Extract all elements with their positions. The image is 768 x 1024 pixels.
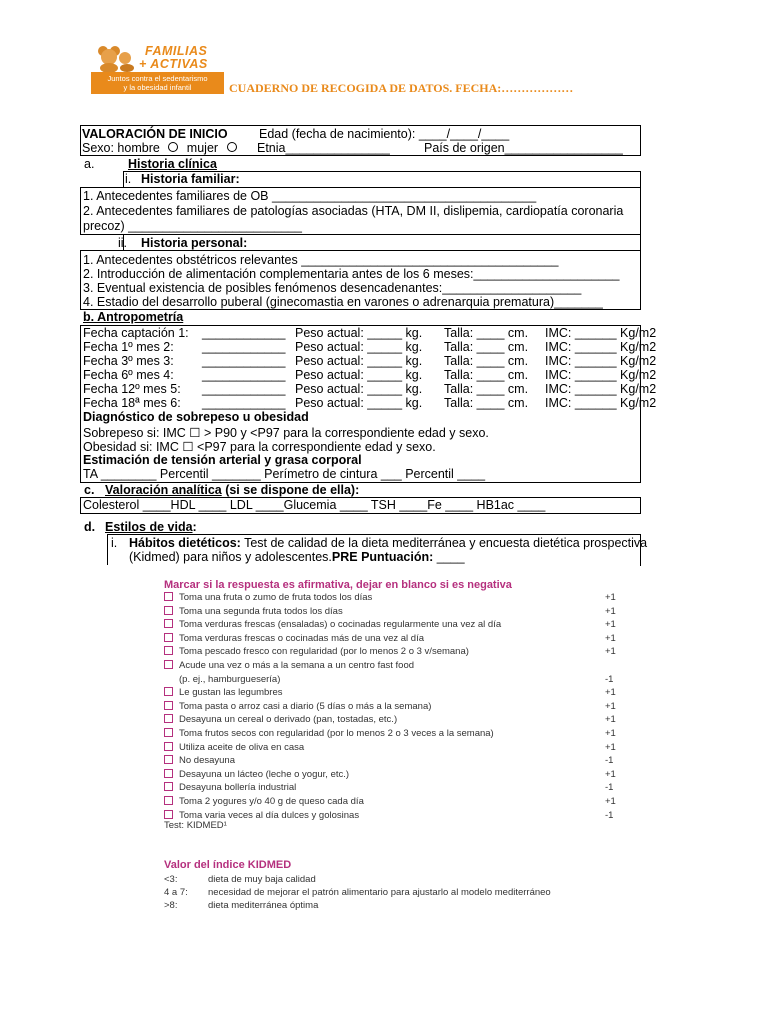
habitos-title: Hábitos dietéticos: [129,536,241,550]
personal-num: ii. [118,236,128,250]
kidmed-checkbox-icon[interactable] [164,714,173,723]
antropometria-imc[interactable]: IMC: ______ Kg/m2 [545,354,657,368]
kidmed-checkbox-icon[interactable] [164,646,173,655]
kidmed-item [179,674,280,685]
section-a-label: a. [84,157,95,171]
kidmed-item [164,714,397,725]
antropometria-title-text: b. Antropometría [83,310,184,324]
kidmed-item-points: +1 [605,741,616,753]
obesidad-line[interactable]: Obesidad si: IMC ☐ <P97 para la correspondiente edad y sexo. [83,440,436,454]
kidmed-item-points: +1 [605,728,616,739]
pais-field[interactable]: País de origen_________________ [424,141,623,155]
sexo-label [82,141,237,155]
kidmed-item [164,755,235,766]
antropometria-imc[interactable]: IMC: ______ Kg/m2 [545,326,657,340]
kidmed-checkbox-icon[interactable] [164,619,173,628]
mujer-radio[interactable] [227,142,237,152]
kidmed-checkbox-icon[interactable] [164,592,173,601]
kidmed-item-text: Toma 2 yogures y/o 40 g de queso cada día [179,796,364,807]
antropometria-fecha: Fecha 6º mes 4: [83,368,174,382]
kidmed-item-points: -1 [605,673,614,685]
kidmed-item [164,782,296,793]
kidmed-item [164,606,343,617]
kidmed-item [164,810,359,821]
kidmed-item-points: +1 [605,714,616,726]
antropometria-fecha: Fecha 1º mes 2: [83,340,174,354]
sexo-hombre-label: Sexo: hombre [82,141,160,155]
kidmed-item-points: -1 [605,809,614,821]
kidmed-checkbox-icon[interactable] [164,687,173,696]
kidmed-item-text: Acude una vez o más a la semana a un centro fast food [179,660,415,671]
kidmed-range-desc: dieta de muy baja calidad [208,874,316,885]
analitica-title-rest: (si se dispone de ella): [221,483,360,497]
logo-band-line1: Juntos contra el sedentarismo [107,74,208,83]
etnia-field[interactable]: Etnia_______________ [257,141,390,155]
kidmed-checkbox-icon[interactable] [164,728,173,737]
kidmed-checkbox-icon[interactable] [164,782,173,791]
kidmed-range-desc: necesidad de mejorar el patrón alimentario para ajustarlo al modelo mediterráneo [208,887,551,898]
kidmed-item [164,633,424,644]
sobrepeso-line[interactable]: Sobrepeso si: IMC ☐ > P90 y <P97 para la correspondiente edad y sexo. [83,426,489,440]
kidmed-item [164,646,469,657]
habitos-line-2 [129,550,465,564]
historia-clinica-title: Historia clínica [128,157,217,171]
kidmed-range-desc: dieta mediterránea óptima [208,900,319,911]
habitos-text: Test de calidad de la dieta mediterránea y encuesta dietética prospectiva [240,536,648,550]
antropometria-talla[interactable]: Talla: ____ cm. [444,368,529,382]
antropometria-line[interactable]: ____________ [202,382,286,396]
kidmed-item-text: Desayuna bollería industrial [179,782,297,794]
kidmed-item-text: Toma pasta o arroz casi a diario (5 días o más a la semana) [179,700,432,712]
kidmed-checkbox-icon[interactable] [164,755,173,764]
antropometria-peso[interactable]: Peso actual: _____ kg. [295,340,423,354]
analitica-title [105,483,359,497]
kidmed-item-points: +1 [605,632,616,644]
kidmed-item-text: Le gustan las legumbres [179,687,283,699]
kidmed-item-points: -1 [605,755,614,767]
section-c-label: c. [84,483,95,497]
kidmed-item-points: +1 [605,619,616,631]
antropometria-peso[interactable]: Peso actual: _____ kg. [295,382,423,396]
kidmed-item-points: -1 [605,782,614,794]
kidmed-item [164,592,372,603]
kidmed-item-text: Toma verduras frescas (ensaladas) o cocinadas regularmente una vez al día [179,619,502,631]
antropometria-talla[interactable]: Talla: ____ cm. [444,382,529,396]
valoracion-title: VALORACIÓN DE INICIO [82,127,228,141]
kidmed-item-text: Desayuna un cereal o derivado (pan, tostadas, etc.) [179,714,398,726]
valor-kidmed-title: Valor del índice KIDMED [164,859,292,871]
kidmed-item-text: Toma pescado fresco con regularidad (por lo menos 2 o 3 v/semana) [179,646,469,658]
tension-title: Estimación de tensión arterial y grasa corporal [83,453,362,467]
antropometria-title [83,310,183,324]
kidmed-item-text: Toma verduras frescas o cocinadas más de una vez al día [179,632,425,644]
kidmed-item-points: +1 [605,768,616,780]
antropometria-imc[interactable]: IMC: ______ Kg/m2 [545,396,657,410]
antropometria-talla[interactable]: Talla: ____ cm. [444,396,529,410]
kidmed-item [164,769,349,780]
pre-puntuacion-label: PRE Puntuación: [331,550,434,564]
antropometria-imc[interactable]: IMC: ______ Kg/m2 [545,368,657,382]
antropometria-imc[interactable]: IMC: ______ Kg/m2 [545,382,657,396]
antropometria-talla[interactable]: Talla: ____ cm. [444,354,529,368]
antropometria-fecha: Fecha 18ª mes 6: [83,396,181,410]
kidmed-item [164,660,414,671]
antropometria-talla[interactable]: Talla: ____ cm. [444,326,529,340]
kidmed-item-text: Toma una segunda fruta todos los días [179,605,343,617]
antropometria-line[interactable]: ____________ [202,396,286,410]
personal-item-3[interactable]: 3. Eventual existencia de posibles fenómenos desencadenantes:____________________ [83,281,582,295]
hombre-radio[interactable] [168,142,178,152]
section-d-label: d. [84,520,96,534]
kidmed-heading: Marcar si la respuesta es afirmativa, dejar en blanco si es negativa [164,579,512,591]
antropometria-fecha: Fecha 12º mes 5: [83,382,181,396]
antropometria-line[interactable]: ____________ [202,354,286,368]
kidmed-item-points: +1 [605,700,616,712]
familiar-item-2[interactable]: 2. Antecedentes familiares de patologías asociadas (HTA, DM II, dislipemia, cardiopatía coronaria [83,204,624,218]
kidmed-item-text: Toma frutos secos con regularidad (por lo menos 2 o 3 veces a la semana) [179,728,494,739]
kidmed-test-ref: Test: KIDMED¹ [164,820,227,831]
kidmed-checkbox-icon[interactable] [164,796,173,805]
kidmed-item-points: +1 [605,687,616,699]
kidmed-range: >8: [164,900,178,911]
kidmed-checkbox-icon[interactable] [164,606,173,615]
analitica-title-main: Valoración analítica [105,483,222,497]
tension-line[interactable]: TA ________ Percentil _______ Perímetro de cintura ___ Percentil ____ [83,467,486,481]
personal-item-4[interactable]: 4. Estadio del desarrollo puberal (ginecomastia en varones o adrenarquia prematura)_______ [83,295,603,309]
pre-puntuacion-field[interactable]: ____ [433,550,465,564]
diagnostico-title: Diagnóstico de sobrepeso u obesidad [83,410,309,424]
kidmed-checkbox-icon[interactable] [164,660,173,669]
kidmed-item-points: +1 [605,592,616,603]
kidmed-checkbox-icon[interactable] [164,701,173,710]
document-title: CUADERNO DE RECOGIDA DE DATOS. FECHA:……………… [229,81,574,95]
kidmed-item [164,796,364,807]
kidmed-item-points: +1 [605,646,616,658]
kidmed-item [164,701,431,712]
kidmed-item-points: +1 [605,605,616,617]
antropometria-peso[interactable]: Peso actual: _____ kg. [295,354,423,368]
kidmed-test-image [80,565,640,915]
logo-band [91,72,224,94]
estilos-title-colon: : [192,520,197,534]
kidmed-checkbox-icon[interactable] [164,633,173,642]
kidmed-range: 4 a 7: [164,887,188,898]
kidmed-item-text: No desayuna [179,755,235,767]
kidmed-item-text: (p. ej., hamburguesería) [179,673,281,685]
logo-text-familias: FAMILIAS [145,44,208,58]
antropometria-fecha: Fecha captación 1: [83,326,189,340]
kidmed-item-text: Toma una fruta o zumo de fruta todos los días [179,592,373,603]
kidmed-checkbox-icon[interactable] [164,769,173,778]
sexo-mujer-label: mujer [186,141,219,155]
antropometria-imc[interactable]: IMC: ______ Kg/m2 [545,340,657,354]
kidmed-item [164,742,304,753]
antropometria-line[interactable]: ____________ [202,340,286,354]
kidmed-checkbox-icon[interactable] [164,742,173,751]
kidmed-item [164,728,494,739]
analitica-values[interactable]: Colesterol ____HDL ____ LDL ____Glucemia ____ TSH ____Fe ____ HB1ac ____ [83,498,546,512]
historia-familiar-title: Historia familiar: [141,172,240,186]
historia-personal-title: Historia personal: [141,236,248,250]
familiar-item-2-cont[interactable]: precoz) _________________________ [83,219,302,233]
kidmed-range: <3: [164,874,178,885]
antropometria-talla[interactable]: Talla: ____ cm. [444,340,529,354]
kidmed-item-text: Toma varia veces al día dulces y golosinas [179,809,360,821]
antropometria-line[interactable]: ____________ [202,368,286,382]
familiar-num: i. [125,172,132,186]
antropometria-peso[interactable]: Peso actual: _____ kg. [295,368,423,382]
logo-text-activas: + ACTIVAS [139,57,208,71]
kidmed-item-text: Utiliza aceite de oliva en casa [179,741,305,753]
familias-activas-logo [91,42,224,94]
antropometria-peso[interactable]: Peso actual: _____ kg. [295,396,423,410]
kidmed-item-points: +1 [605,796,616,807]
personal-item-1[interactable]: 1. Antecedentes obstétricos relevantes _____________________________________ [83,253,559,267]
familiar-item-1[interactable]: 1. Antecedentes familiares de OB ______________________________________ [83,189,537,203]
kidmed-checkbox-icon[interactable] [164,810,173,819]
estilos-title [105,520,197,534]
habitos-line-2-text: (Kidmed) para niños y adolescentes. [129,550,332,564]
estilos-title-text: Estilos de vida [105,520,193,534]
habitos-line-1 [129,536,647,550]
antropometria-fecha: Fecha 3º mes 3: [83,354,174,368]
kidmed-item-text: Desayuna un lácteo (leche o yogur, etc.) [179,768,350,780]
antropometria-line[interactable]: ____________ [202,326,286,340]
logo-band-line2: y la obesidad infantil [123,83,192,92]
edad-field[interactable]: Edad (fecha de nacimiento): ____/____/____ [259,127,510,141]
habitos-num: i. [111,536,118,550]
kidmed-item [164,619,501,630]
kidmed-item [164,687,283,698]
personal-item-2[interactable]: 2. Introducción de alimentación complementaria antes de los 6 meses:_____________________ [83,267,620,281]
antropometria-peso[interactable]: Peso actual: _____ kg. [295,326,423,340]
